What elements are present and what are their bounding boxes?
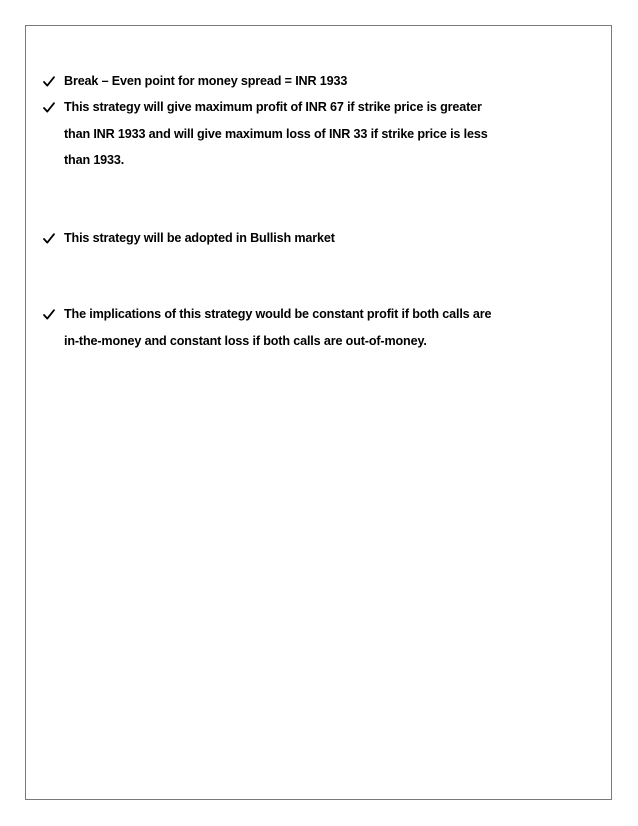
bullet-text-line-1: The implications of this strategy would be constant profit if both calls are	[64, 307, 492, 321]
bullet-text-line-2: in-the-money and constant loss if both calls are out-of-money.	[64, 333, 427, 348]
checkmark-icon	[43, 94, 57, 121]
bullet-max-profit-loss	[64, 94, 564, 174]
bullet-text-line-2: than INR 1933 and will give maximum loss of INR 33 if strike price is less	[64, 126, 488, 141]
checkmark-icon	[43, 68, 57, 95]
bullet-text: This strategy will be adopted in Bullish market	[64, 231, 335, 245]
bullet-text-line-1: This strategy will give maximum profit of INR 67 if strike price is greater	[64, 100, 482, 114]
bullet-text-line-3: than 1933.	[64, 153, 125, 167]
checkmark-icon	[43, 225, 57, 252]
bullet-text: Break – Even point for money spread = INR 1933	[64, 74, 348, 88]
bullet-break-even	[64, 68, 564, 95]
bullet-implications	[64, 301, 564, 354]
bullet-market-view	[64, 225, 564, 252]
checkmark-icon	[43, 301, 57, 328]
